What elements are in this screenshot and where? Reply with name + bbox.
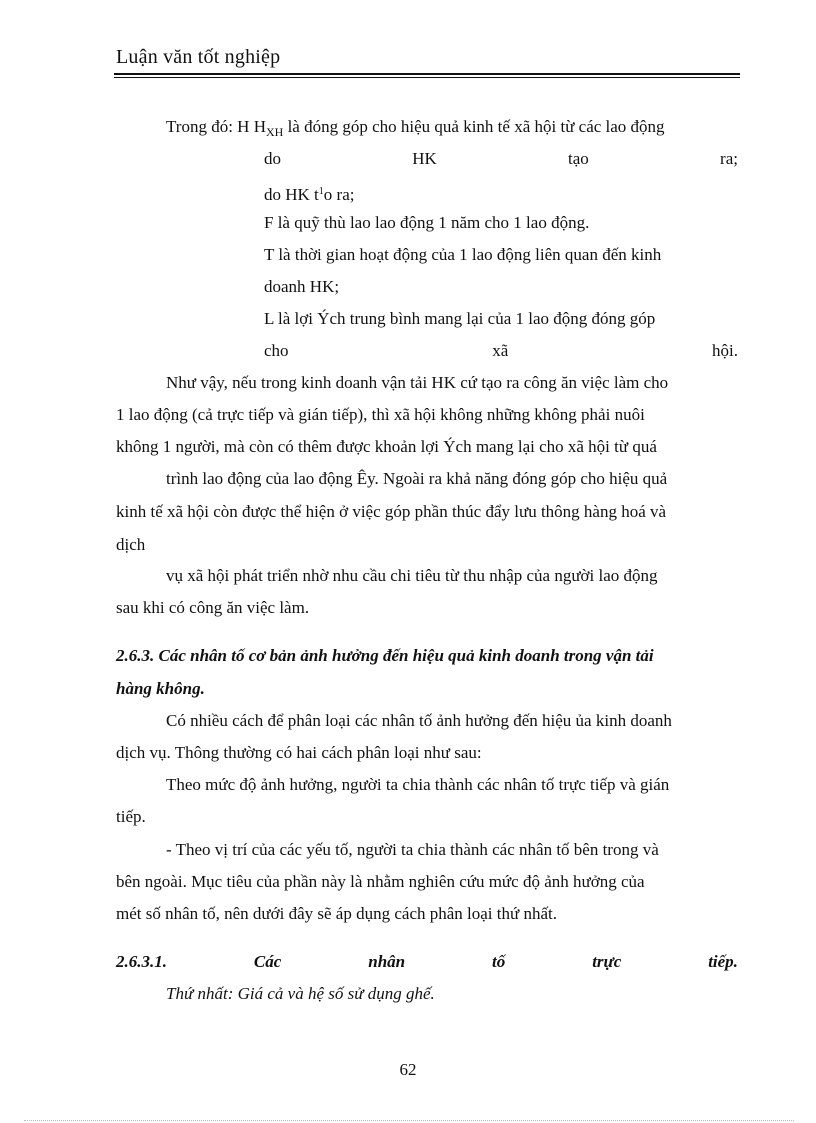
text-line-15: vụ xã hội phát triển nhờ nhu cầu chi tiêu từ thu nhập của người lao động — [166, 566, 658, 585]
superscript: 1 — [318, 186, 324, 197]
word: tố — [492, 952, 506, 971]
text-line-11: không 1 người, mà còn có thêm được khoản lợi Ých mang lại cho xã hội từ quá — [116, 437, 657, 456]
word: xã — [492, 341, 509, 360]
text-line-8 — [264, 341, 738, 361]
word: tạo — [568, 149, 589, 168]
page-number: 62 — [399, 1060, 417, 1079]
text-line-9: Như vậy, nếu trong kinh doanh vận tải HK cứ tạo ra công ăn việc làm cho — [166, 373, 669, 392]
text-line-13: kinh tế xã hội còn được thể hiện ở việc góp phần thúc đẩy lưu thông hàng hoá và — [116, 502, 667, 521]
text-segment: o ra; — [323, 185, 355, 204]
text-line-3 — [264, 182, 354, 205]
word: HK — [412, 149, 437, 168]
text-line-14: dịch — [116, 535, 146, 554]
word: ra; — [720, 149, 738, 168]
text-line-4: F là quỹ thù lao lao động 1 năm cho 1 lao động. — [264, 213, 590, 232]
word: nhân — [368, 952, 406, 971]
header-rule-thick — [114, 73, 740, 75]
word: hội. — [712, 341, 738, 360]
text-line-1 — [166, 117, 665, 142]
text-line-6: doanh HK; — [264, 277, 340, 296]
text-line-7: L là lợi Ých trung bình mang lại của 1 lao động đóng góp — [264, 309, 656, 328]
text-line-24: Thứ nhất: Giá cả và hệ số sử dụng ghế. — [166, 984, 435, 1003]
header-title: Luận văn tốt nghiệp — [116, 46, 281, 68]
text-line-10: 1 lao động (cả trực tiếp và gián tiếp), thì xã hội không những không phải nuôi — [116, 405, 645, 424]
text-line-19: Theo mức độ ảnh hưởng, người ta chia thành các nhân tố trực tiếp và gián — [166, 775, 670, 794]
text-line-18: dịch vụ. Thông thường có hai cách phân loại như sau: — [116, 743, 482, 762]
text-line-22: bên ngoài. Mục tiêu của phần này là nhằm nghiên cứu mức độ ảnh hưởng của — [116, 872, 645, 891]
word: do — [264, 149, 281, 168]
section-heading-2-6-3: 2.6.3. Các nhân tố cơ bản ảnh hưởng đến hiệu quả kinh doanh trong vận tải — [116, 646, 654, 665]
header-rule-thin — [114, 77, 740, 78]
text-line-20: tiếp. — [116, 807, 146, 826]
section-heading-2-6-3-1 — [116, 952, 738, 972]
word: trực — [592, 952, 622, 971]
word: cho — [264, 341, 289, 360]
text-segment: là đóng góp cho hiệu quả kinh tế xã hội từ các lao động — [283, 117, 665, 136]
text-segment: do HK t — [264, 185, 319, 204]
text-line-5: T là thời gian hoạt động của 1 lao động liên quan đến kinh — [264, 245, 662, 264]
text-line-21: - Theo vị trí của các yếu tố, người ta chia thành các nhân tố bên trong và — [166, 840, 659, 859]
word: Các — [253, 952, 282, 971]
text-line-2 — [264, 149, 738, 169]
subscript: XH — [265, 125, 284, 139]
bottom-dotted-rule — [24, 1120, 794, 1121]
section-heading-2-6-3-cont: hàng không. — [116, 679, 205, 698]
word: tiếp. — [708, 952, 738, 971]
word: 2.6.3.1. — [116, 952, 167, 971]
text-line-23: mét số nhân tố, nên dưới đây sẽ áp dụng cách phân loại thứ nhất. — [116, 904, 557, 923]
text-line-12: trình lao động của lao động Êy. Ngoài ra khả năng đóng góp cho hiệu quả — [166, 469, 668, 488]
text-line-17: Có nhiều cách để phân loại các nhân tố ảnh hưởng đến hiệu ủa kinh doanh — [166, 711, 672, 730]
text-line-16: sau khi có công ăn việc làm. — [116, 598, 310, 617]
text-segment: Trong đó: H H — [166, 117, 266, 136]
